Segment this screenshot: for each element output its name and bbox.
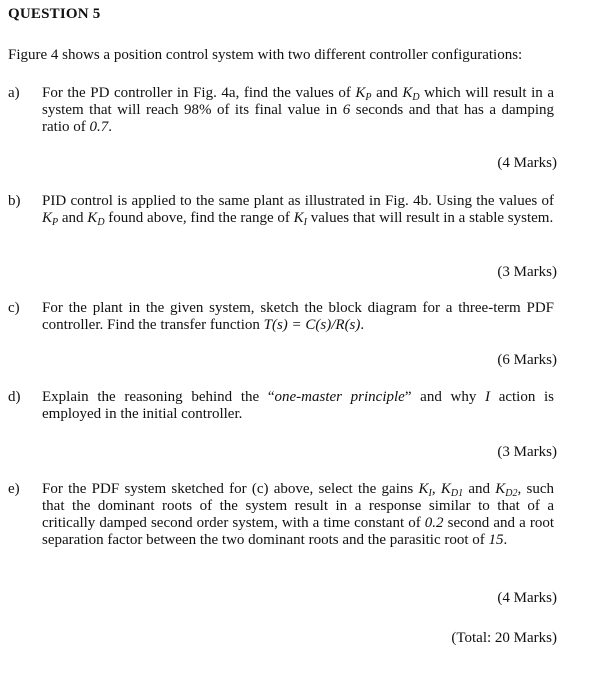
part-b-label: b): [8, 193, 21, 209]
part-d-text: Explain the reasoning behind the “one-master principle” and why I action is employed in the initial controller.: [42, 389, 555, 422]
part-c-text: For the plant in the given system, sketch the block diagram for a three-term PDF controller. Find the transfer function T(s) = C(s)/R(s).: [42, 300, 554, 333]
part-b-marks: (3 Marks): [497, 264, 557, 280]
part-c-marks: (6 Marks): [497, 352, 557, 368]
part-e-marks: (4 Marks): [497, 590, 557, 606]
question-intro: Figure 4 shows a position control system with two different controller configurations:: [8, 47, 523, 63]
part-a-label: a): [8, 85, 20, 101]
part-d-marks: (3 Marks): [497, 444, 557, 460]
total-marks: (Total: 20 Marks): [451, 630, 557, 646]
part-b-text: PID control is applied to the same plant as illustrated in Fig. 4b. Using the values of $K_P$ and $K_D$ found above, find the range of $K_I$ values that will result in a stable system.: [42, 193, 554, 228]
question-heading: QUESTION 5: [8, 6, 101, 22]
part-c-label: c): [8, 300, 20, 316]
part-a-text: For the PD controller in Fig. 4a, find the values of $K_P$ and $K_D$ which will result in a system that will reach 98% of its final value in 6 seconds and that has a damping ratio of 0.7.: [42, 85, 554, 135]
part-e-text: For the PDF system sketched for (c) above, select the gains $K_I$, $K_{D1}$ and $K_{D2}$, such that the dominant roots of the system result in a response similar to that of a critically damped second order system, with a time constant of 0.2 second and a root separation factor between the two dominant roots and the parasitic root of 15.: [42, 481, 554, 548]
part-a-marks: (4 Marks): [497, 155, 557, 171]
part-e-label: e): [8, 481, 20, 497]
part-d-label: d): [8, 389, 21, 405]
